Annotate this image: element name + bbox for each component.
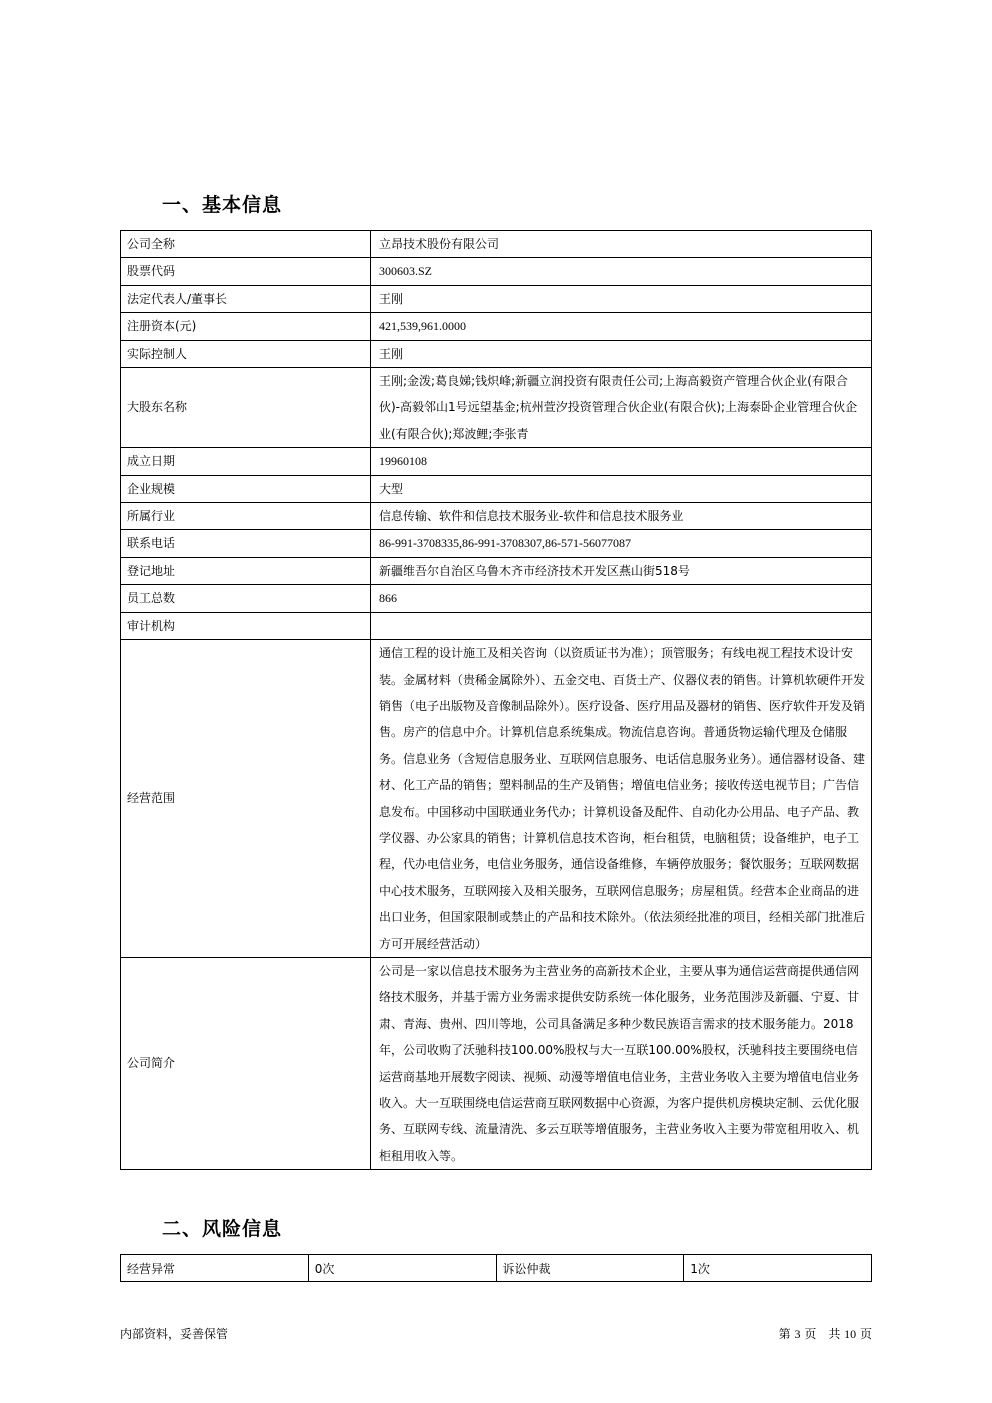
- table-row: [121, 640, 872, 958]
- section-title-risk-info: 二、风险信息: [162, 1218, 283, 1240]
- page-prefix: 第: [778, 1327, 791, 1341]
- row-value: 421,539,961.0000: [371, 313, 872, 340]
- table-row: [121, 503, 872, 530]
- section-title-basic-info: 一、基本信息: [162, 194, 283, 216]
- row-label: 实际控制人: [121, 340, 371, 367]
- basic-info-table: [120, 230, 872, 1170]
- table-row: [121, 612, 872, 639]
- table-row: [121, 340, 872, 367]
- risk-info-table: [120, 1254, 872, 1282]
- row-value: 王刚;金泼;葛良娣;钱炽峰;新疆立润投资有限责任公司;上海高毅资产管理合伙企业(有限合伙)-高毅邻山1号远望基金;杭州萱汐投资管理合伙企业(有限合伙);上海泰卧企业管理合伙企业(有限合伙);郑波鲤;李张青: [371, 368, 872, 448]
- table-row: [121, 231, 872, 258]
- table-row: [121, 258, 872, 285]
- row-label: 成立日期: [121, 448, 371, 475]
- risk-label-business-abnormal: 经营异常: [121, 1255, 309, 1282]
- risk-value-litigation: 1次: [684, 1255, 872, 1282]
- row-value: 公司是一家以信息技术服务为主营业务的高新技术企业，主要从事为通信运营商提供通信网络技术服务，并基于需方业务需求提供安防系统一体化服务，业务范围涉及新疆、宁夏、甘肃、青海、贵州、四川等地，公司具备满足多种少数民族语言需求的技术服务能力。2018年，公司收购了沃驰科技100.00%股权与大一互联100.00%股权，沃驰科技主要围绕电信运营商基地开展数字阅读、视频、动漫等增值电信业务，主营业务收入主要为增值电信业务收入。大一互联围绕电信运营商互联网数据中心资源，为客户提供机房模块定制、云优化服务、互联网专线、流量清洗、多云互联等增值服务，主营业务收入主要为带宽租用收入、机柜租用收入等。: [371, 957, 872, 1169]
- table-row: [121, 285, 872, 312]
- row-label: 登记地址: [121, 557, 371, 584]
- row-label: 审计机构: [121, 612, 371, 639]
- row-label: 所属行业: [121, 503, 371, 530]
- footer-confidential-note: 内部资料，妥善保管: [120, 1327, 229, 1341]
- risk-value-business-abnormal: 0次: [308, 1255, 496, 1282]
- risk-label-litigation: 诉讼仲裁: [496, 1255, 684, 1282]
- row-value: 866: [371, 585, 872, 612]
- row-label: 企业规模: [121, 475, 371, 502]
- table-row: [121, 530, 872, 557]
- table-row: [121, 313, 872, 340]
- page-total: 10: [844, 1327, 857, 1341]
- page-current: 3: [794, 1327, 801, 1341]
- row-label: 经营范围: [121, 640, 371, 958]
- row-value: 300603.SZ: [371, 258, 872, 285]
- row-value: 19960108: [371, 448, 872, 475]
- row-value: 立昂技术股份有限公司: [371, 231, 872, 258]
- row-value: 王刚: [371, 340, 872, 367]
- row-label: 联系电话: [121, 530, 371, 557]
- row-value: 86-991-3708335,86-991-3708307,86-571-56077087: [371, 530, 872, 557]
- row-label: 员工总数: [121, 585, 371, 612]
- row-label: 法定代表人/董事长: [121, 285, 371, 312]
- row-value: 新疆维吾尔自治区乌鲁木齐市经济技术开发区燕山街518号: [371, 557, 872, 584]
- table-row: [121, 585, 872, 612]
- table-row: [121, 475, 872, 502]
- row-value: 通信工程的设计施工及相关咨询（以资质证书为准）；顶管服务；有线电视工程技术设计安装。金属材料（贵稀金属除外）、五金交电、百货土产、仪器仪表的销售。计算机软硬件开发销售（电子出版物及音像制品除外）。医疗设备、医疗用品及器材的销售、医疗软件开发及销售。房产的信息中介。计算机信息系统集成。物流信息咨询。普通货物运输代理及仓储服务。信息业务（含短信息服务业、互联网信息服务、电话信息服务业务）。通信器材设备、建材、化工产品的销售；塑料制品的生产及销售；增值电信业务；接收传送电视节目；广告信息发布。中国移动中国联通业务代办；计算机设备及配件、自动化办公用品、电子产品、教学仪器、办公家具的销售；计算机信息技术咨询，柜台租赁，电脑租赁；设备维护，电子工程，代办电信业务，电信业务服务，通信设备维修，车辆停放服务；餐饮服务；互联网数据中心技术服务，互联网接入及相关服务，互联网信息服务；房屋租赁。经营本企业商品的进出口业务，但国家限制或禁止的产品和技术除外。（依法须经批准的项目，经相关部门批准后方可开展经营活动）: [371, 640, 872, 958]
- footer-page-number: [779, 1325, 872, 1342]
- row-value: 信息传输、软件和信息技术服务业-软件和信息技术服务业: [371, 503, 872, 530]
- page-suffix: 页: [859, 1327, 872, 1341]
- row-label: 注册资本(元): [121, 313, 371, 340]
- row-label: 公司简介: [121, 957, 371, 1169]
- row-label: 公司全称: [121, 231, 371, 258]
- row-label: 大股东名称: [121, 368, 371, 448]
- page-mid: 页 共: [804, 1327, 841, 1341]
- table-row: [121, 448, 872, 475]
- table-row: [121, 1255, 872, 1282]
- row-label: 股票代码: [121, 258, 371, 285]
- row-value: 大型: [371, 475, 872, 502]
- table-row: [121, 368, 872, 448]
- table-row: [121, 957, 872, 1169]
- row-value: [371, 612, 872, 639]
- table-row: [121, 557, 872, 584]
- row-value: 王刚: [371, 285, 872, 312]
